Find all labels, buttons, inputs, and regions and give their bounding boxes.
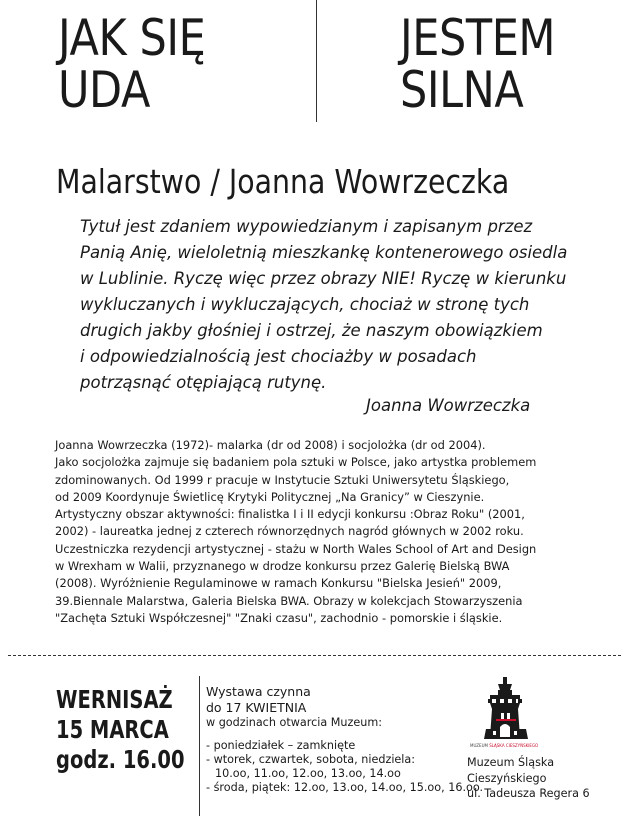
bio-line: Artystyczny obszar aktywności: finalistka I i II edycji konkursu :Obraz Roku" (2001, <box>55 507 525 522</box>
hours-line: 10.oo, 11.oo, 12.oo, 13.oo, 14.oo <box>215 767 401 780</box>
bio-line: 39.Biennale Malarstwa, Galeria Bielska BWA. Obrazy w kolekcjach Stowarzyszenia <box>55 593 523 608</box>
quote-line: Panią Anię, wieloletnią mieszkankę kontenerowego osiedla <box>80 243 568 262</box>
title-left-line: UDA <box>58 61 150 119</box>
quote-line: potrząsnąć otępiającą rutynę. <box>80 373 327 392</box>
title-left-line: JAK SIĘ <box>58 9 206 67</box>
subtitle: Malarstwo / Joanna Wowrzeczka <box>56 162 510 201</box>
museum-address <box>467 755 590 802</box>
title-right-line: SILNA <box>400 61 524 119</box>
bio-line: Joanna Wowrzeczka (1972)- malarka (dr od 2008) i socjolożka (dr od 2004). <box>55 438 486 452</box>
museum-line: ul. Tadeusza Regera 6 <box>467 787 590 800</box>
logo-caption <box>470 743 538 748</box>
quote-line: w Lublinie. Ryczę więc przez obrazy NIE! Ryczę w kierunku <box>80 269 567 288</box>
quote-author: Joanna Wowrzeczka <box>366 396 531 415</box>
quote-line: Tytuł jest zdaniem wypowiedzianym i zapisanym przez <box>80 217 533 236</box>
bio-line: w Wrexham w Walii, przyznanego w drodze konkursu przez Galerię Bielską BWA <box>55 559 510 574</box>
opening-line: WERNISAŻ <box>56 685 173 714</box>
hours-line: - poniedziałek – zamknięte <box>206 739 356 752</box>
hours-line: - wtorek, czwartek, sobota, niedziela: <box>206 753 416 766</box>
quote-line: i odpowiedzialnością jest chociażby w posadach <box>80 347 477 366</box>
vertical-divider <box>316 0 317 122</box>
exhibition-line: w godzinach otwarcia Muzeum: <box>206 716 382 729</box>
bio-line: 2002) - laureatka jednej z czterech równorzędnych nagród głównych w 2002 roku. <box>55 524 524 539</box>
museum-line: Muzeum Śląska <box>467 756 555 769</box>
dashed-divider <box>8 655 621 656</box>
title-right <box>400 9 556 119</box>
spacer <box>206 730 483 739</box>
exhibition-end-date: do 17 KWIETNIA <box>206 700 307 715</box>
bio-line: "Zachęta Sztuki Współczesnej" "Znaki czasu", zachodnio - pomorskie i śląskie. <box>55 610 503 625</box>
quote <box>80 214 600 396</box>
vertical-divider-bottom <box>199 676 200 816</box>
opening-line: godz. 16.00 <box>56 745 185 774</box>
bio-line: Uczestniczka rezydencji artystycznej - stażu w North Wales School of Art and Design <box>55 541 537 556</box>
quote-line: drugich jakby głośniej i ostrzej, że naszym obowiązkiem <box>80 321 543 340</box>
title-left <box>58 9 206 119</box>
hours-line: - środa, piątek: 12.oo, 13.oo, 14.oo, 15.oo, 16.oo. <box>206 781 484 794</box>
opening-info <box>56 685 185 775</box>
bio-line: od 2009 Koordynuje Świetlicę Krytyki Politycznej „Na Granicy” w Cieszynie. <box>55 489 485 504</box>
bio-line: zdominowanych. Od 1999 r pracuje w Instytucie Sztuki Uniwersytetu Śląskiego, <box>55 472 510 487</box>
quote-line: wykluczanych i wykluczających, chociaż w stronę tych <box>80 295 530 314</box>
title-right-line: JESTEM <box>400 9 556 67</box>
bio-line: (2008). Wyróżnienie Regulaminowe w ramach Konkursu "Bielska Jesień" 2009, <box>55 576 502 591</box>
opening-line: 15 MARCA <box>56 715 169 744</box>
exhibition-line: Wystawa czynna <box>206 684 311 699</box>
logo-caption-black: MUZEUM <box>470 743 488 748</box>
museum-line: Cieszyńskiego <box>467 771 547 785</box>
exhibition-hours <box>206 684 483 795</box>
logo-caption-red: ŚLĄSKA CIESZYŃSKIEGO <box>489 743 539 748</box>
bio-line: Jako socjolożka zajmuje się badaniem pola sztuki w Polsce, jako artystka problemem <box>55 455 537 470</box>
artist-bio <box>55 437 615 627</box>
